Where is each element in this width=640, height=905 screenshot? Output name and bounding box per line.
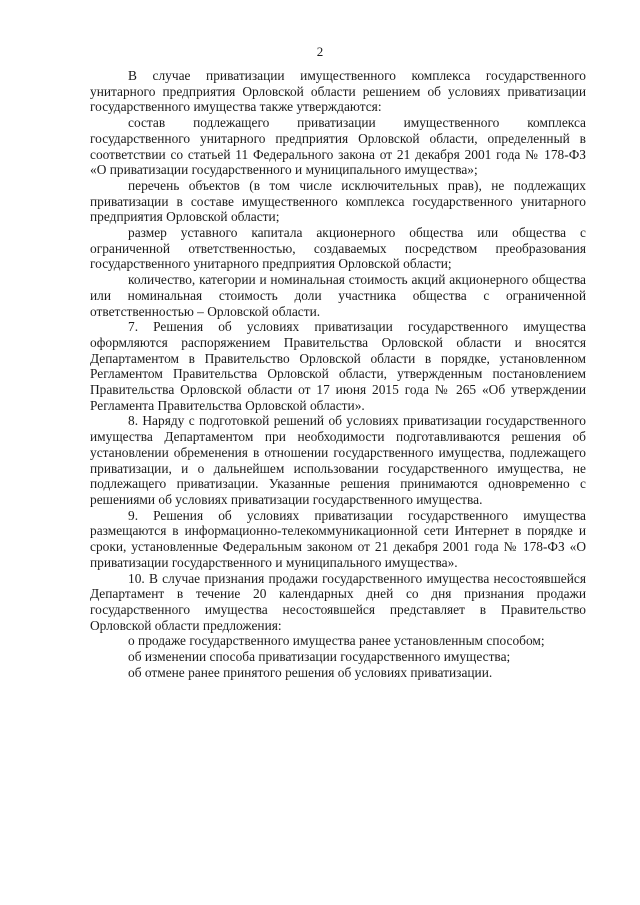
paragraph-option-sale: о продаже государственного имущества ранее установленным способом; — [128, 633, 545, 649]
paragraph-composition: состав подлежащего приватизации имущественного комплекса государственного унитарного предприятия Орловской области, определенный в соответствии со статьей 11 Федерального закона от 21 декабря 2001 года № 178-ФЗ «О приватизации государственного и муниципального имущества»; — [90, 115, 586, 178]
paragraph-item-9: 9. Решения об условиях приватизации государственного имущества размещаются в информационно-телекоммуникационной сети Интернет в порядке и сроки, установленные Федеральным законом от 21 декабря 2001 года № 178-ФЗ «О приватизации государственного и муниципального имущества». — [90, 507, 586, 570]
paragraph-item-8: 8. Наряду с подготовкой решений об условиях приватизации государственного имущества Департаментом при необходимости подготавливаются решения об установлении обременения в отношении государственного имущества, подлежащего приватизации, и о дальнейшем использовании государственного имущества, не подлежащего приватизации. Указанные решения принимаются одновременно с решениями об условиях приватизации государственного имущества. — [90, 413, 586, 507]
paragraph-item-7: 7. Решения об условиях приватизации государственного имущества оформляются распоряжением Правительства Орловской области и вносятся Департаментом в Правительство Орловской области в порядке, установленном Регламентом Правительства Орловской области, утвержденным постановлением Правительства Орловской области от 17 июня 2015 года № 265 «Об утверждении Регламента Правительства Орловской области». — [90, 319, 586, 413]
document-body — [90, 68, 586, 680]
paragraph-excluded-objects: перечень объектов (в том числе исключительных прав), не подлежащих приватизации в составе имущественного комплекса государственного унитарного предприятия Орловской области; — [90, 177, 586, 225]
paragraph-shares: количество, категории и номинальная стоимость акций акционерного общества или номинальная стоимость доли участника общества с ограниченной ответственностью – Орловской области. — [90, 272, 586, 319]
paragraph-option-cancel: об отмене ранее принятого решения об условиях приватизации. — [128, 664, 493, 680]
paragraph-charter-capital: размер уставного капитала акционерного общества или общества с ограниченной ответственностью, создаваемых посредством преобразования государственного унитарного предприятия Орловской области; — [90, 225, 586, 272]
paragraph-option-change-method: об изменении способа приватизации государственного имущества; — [128, 649, 511, 665]
paragraph-item-10: 10. В случае признания продажи государственного имущества несостоявшейся Департамент в течение 20 календарных дней со дня признания продажи государственного имущества несостоявшейся представляет в Правительство Орловской области предложения: — [90, 570, 586, 633]
page-number: 2 — [316, 44, 324, 59]
paragraph-intro: В случае приватизации имущественного комплекса государственного унитарного предприятия Орловской области решением об условиях приватизации государственного имущества также утверждаются: — [90, 68, 586, 115]
